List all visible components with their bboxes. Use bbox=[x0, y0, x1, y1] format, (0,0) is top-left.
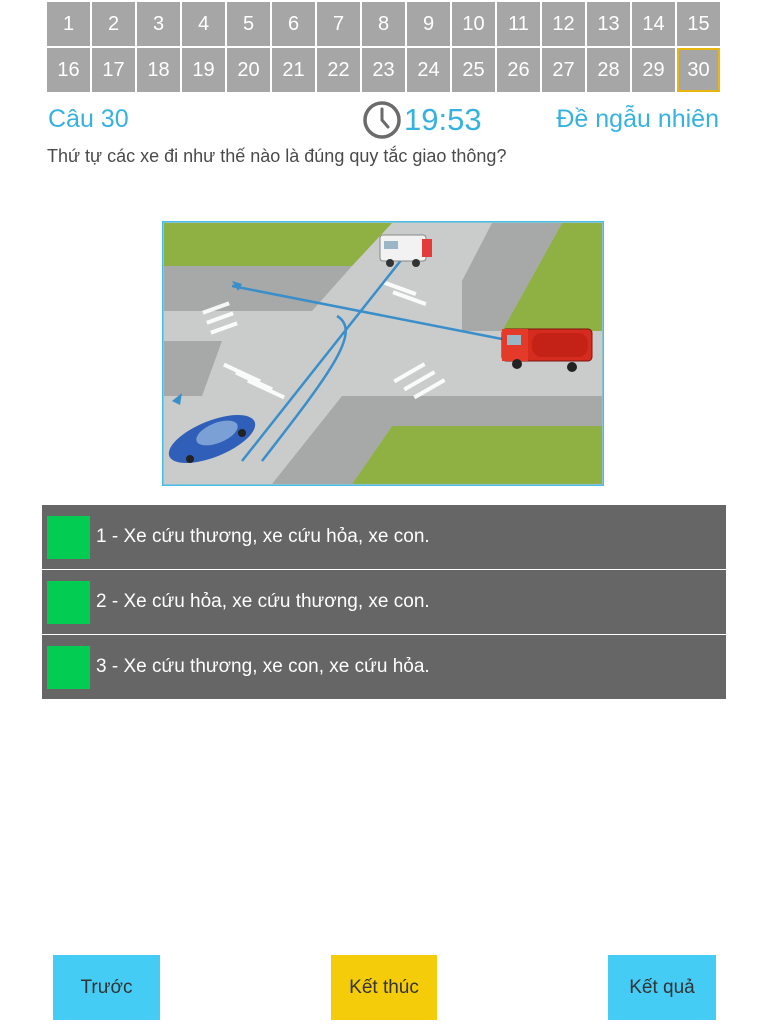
answer-checkbox[interactable] bbox=[47, 646, 90, 689]
question-cell[interactable]: 11 bbox=[497, 2, 540, 46]
question-cell[interactable]: 16 bbox=[47, 48, 90, 92]
question-cell[interactable]: 19 bbox=[182, 48, 225, 92]
question-cell[interactable]: 15 bbox=[677, 2, 720, 46]
question-number: Câu 30 bbox=[48, 105, 129, 133]
question-cell[interactable]: 12 bbox=[542, 2, 585, 46]
question-cell-current[interactable]: 30 bbox=[677, 48, 720, 92]
question-text: Thứ tự các xe đi như thế nào là đúng quy tắc giao thông? bbox=[47, 146, 507, 166]
question-cell[interactable]: 10 bbox=[452, 2, 495, 46]
question-cell[interactable]: 18 bbox=[137, 48, 180, 92]
question-cell[interactable]: 20 bbox=[227, 48, 270, 92]
question-cell[interactable]: 3 bbox=[137, 2, 180, 46]
question-cell[interactable]: 26 bbox=[497, 48, 540, 92]
timer bbox=[362, 100, 482, 140]
answer-list bbox=[42, 505, 726, 700]
answer-checkbox[interactable] bbox=[47, 516, 90, 559]
question-cell[interactable]: 8 bbox=[362, 2, 405, 46]
question-cell[interactable]: 5 bbox=[227, 2, 270, 46]
answer-option-1[interactable] bbox=[42, 505, 726, 569]
grass-bottom-right bbox=[352, 426, 602, 484]
answer-option-3[interactable] bbox=[42, 635, 726, 699]
question-illustration bbox=[162, 221, 604, 486]
exam-mode-label: Đề ngẫu nhiên bbox=[556, 105, 719, 133]
timer-value: 19:53 bbox=[404, 102, 482, 137]
question-cell[interactable]: 23 bbox=[362, 48, 405, 92]
question-cell[interactable]: 24 bbox=[407, 48, 450, 92]
question-cell[interactable]: 9 bbox=[407, 2, 450, 46]
question-grid-row-2 bbox=[47, 48, 723, 92]
question-cell[interactable]: 13 bbox=[587, 2, 630, 46]
question-cell[interactable]: 7 bbox=[317, 2, 360, 46]
question-cell[interactable]: 21 bbox=[272, 48, 315, 92]
finish-button[interactable]: Kết thúc bbox=[331, 955, 437, 1020]
previous-button[interactable]: Trước bbox=[53, 955, 160, 1020]
question-cell[interactable]: 6 bbox=[272, 2, 315, 46]
question-cell[interactable]: 17 bbox=[92, 48, 135, 92]
question-cell[interactable]: 1 bbox=[47, 2, 90, 46]
question-cell[interactable]: 14 bbox=[632, 2, 675, 46]
question-cell[interactable]: 22 bbox=[317, 48, 360, 92]
answer-option-2[interactable] bbox=[42, 570, 726, 634]
answer-text: 3 - Xe cứu thương, xe con, xe cứu hỏa. bbox=[96, 656, 430, 677]
question-cell[interactable]: 27 bbox=[542, 48, 585, 92]
question-cell[interactable]: 4 bbox=[182, 2, 225, 46]
grass-top-left bbox=[164, 223, 392, 266]
answer-checkbox[interactable] bbox=[47, 581, 90, 624]
answer-text: 2 - Xe cứu hỏa, xe cứu thương, xe con. bbox=[96, 591, 430, 612]
question-grid-row-1 bbox=[47, 2, 723, 46]
question-grid bbox=[47, 2, 723, 94]
question-header bbox=[47, 100, 721, 140]
result-button[interactable]: Kết quả bbox=[608, 955, 716, 1020]
clock-icon bbox=[362, 100, 402, 140]
question-cell[interactable]: 29 bbox=[632, 48, 675, 92]
question-cell[interactable]: 2 bbox=[92, 2, 135, 46]
answer-text: 1 - Xe cứu thương, xe cứu hỏa, xe con. bbox=[96, 526, 430, 547]
question-cell[interactable]: 28 bbox=[587, 48, 630, 92]
question-cell[interactable]: 25 bbox=[452, 48, 495, 92]
